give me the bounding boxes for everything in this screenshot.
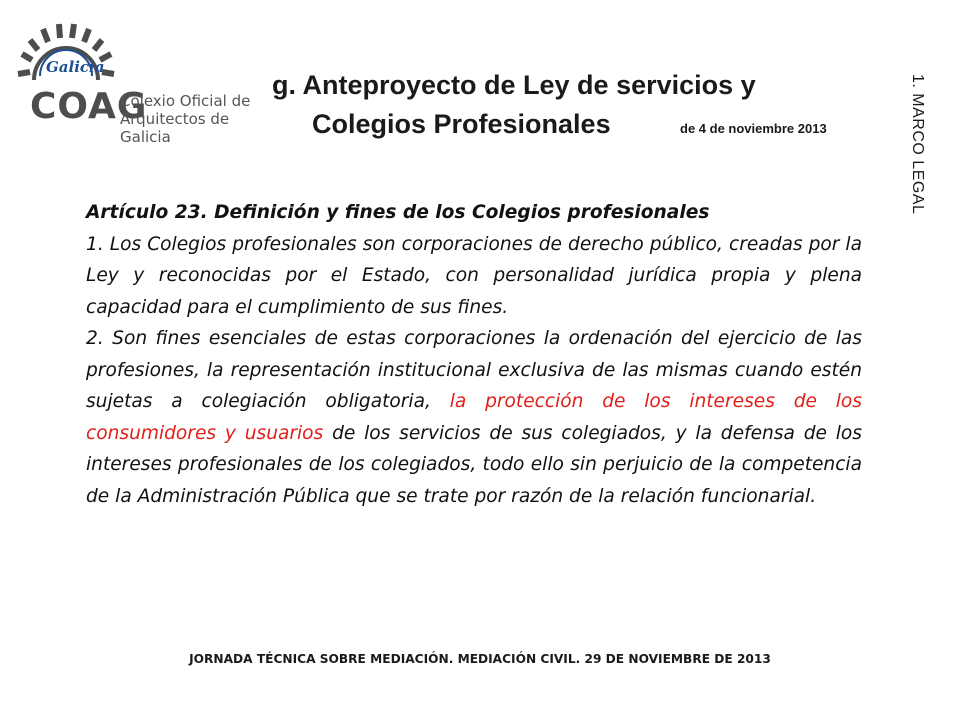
sun-rays-icon bbox=[16, 14, 126, 94]
paragraph-2-text-before: 2. Son fines esenciales de estas corporaciones la ordenación del ejercicio de las profesiones, la representación institucional exclusiva de las mismas cuando estén sujetas a colegiación obligatoria, bbox=[86, 328, 862, 412]
paragraph-2-text-after: de los servicios de sus colegiados, y la defensa de los intereses profesionales de los colegiados, todo ello sin perjuicio de la competencia de la Administración Pública que se trate por razón de la relación funcionarial. bbox=[86, 422, 862, 507]
logo-line-2: Arquitectos de Galicia bbox=[120, 110, 230, 146]
coag-logo bbox=[16, 14, 266, 146]
article-paragraph-1: 1. Los Colegios profesionales son corporaciones de derecho público, creadas por la Ley y reconocidas por el Estado, con personalidad jurídica propia y plena capacidad para el cumplimiento de sus fines. bbox=[86, 233, 862, 318]
section-side-label: 1. MARCO LEGAL bbox=[909, 74, 926, 215]
article-paragraph-2 bbox=[86, 323, 862, 512]
logo-line-1: Colexio Oficial de bbox=[120, 92, 251, 110]
slide-title-line-1: g. Anteproyecto de Ley de servicios y bbox=[272, 70, 756, 100]
slide-title-line-2: Colegios Profesionales bbox=[312, 109, 611, 139]
article-body bbox=[86, 197, 862, 512]
logo-galicia-badge: Galicia bbox=[46, 58, 105, 76]
highlighted-consumer-protection: la protección de los intereses de los consumidores y usuarios bbox=[86, 391, 862, 444]
footer-event-caption: JORNADA TÉCNICA SOBRE MEDIACIÓN. MEDIACIÓN CIVIL. 29 DE NOVIEMBRE DE 2013 bbox=[189, 652, 771, 666]
logo-brand: COAG bbox=[30, 86, 148, 127]
article-heading: Artículo 23. Definición y fines de los Colegios profesionales bbox=[86, 202, 710, 223]
slide-title-date: de 4 de noviembre 2013 bbox=[680, 121, 827, 136]
